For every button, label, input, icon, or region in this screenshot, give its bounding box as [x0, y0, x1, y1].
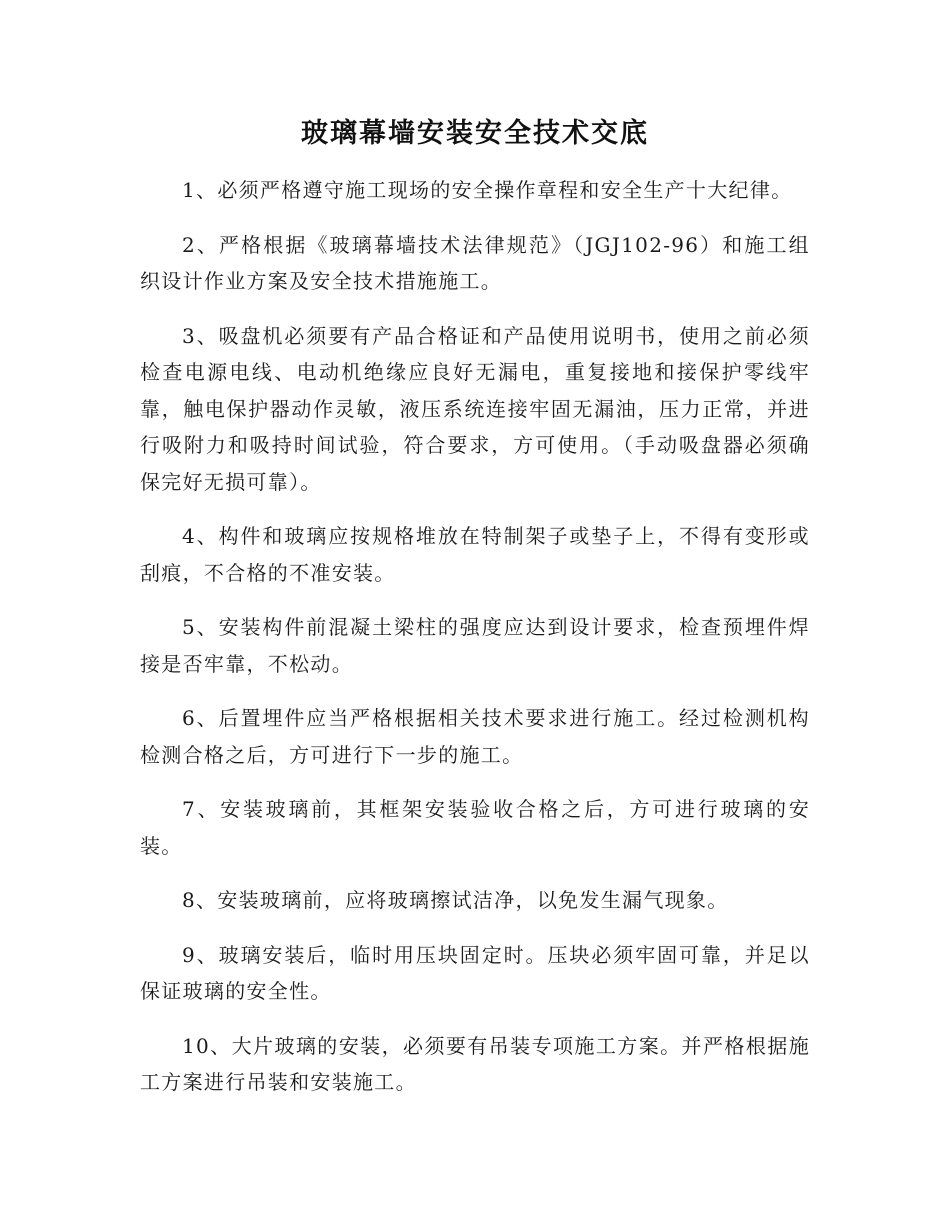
clause-1: 1、必须严格遵守施工现场的安全操作章程和安全生产十大纪律。 — [182, 178, 793, 202]
clause-5: 5、安装构件前混凝土梁柱的强度应达到设计要求，检查预埋件焊接是否牢靠，不松动。 — [140, 615, 810, 676]
clause-7: 7、安装玻璃前，其框架安装验收合格之后，方可进行玻璃的安装。 — [140, 797, 810, 858]
document-title: 玻璃幕墙安装安全技术交底 — [301, 118, 649, 149]
clause-10: 10、大片玻璃的安装，必须要有吊装专项施工方案。并严格根据施工方案进行吊装和安装施工。 — [140, 1033, 810, 1094]
clause-4: 4、构件和玻璃应按规格堆放在特制架子或垫子上，不得有变形或刮痕，不合格的不准安装。 — [140, 524, 810, 585]
clause-9: 9、玻璃安装后，临时用压块固定时。压块必须牢固可靠，并足以保证玻璃的安全性。 — [140, 942, 810, 1003]
clause-8: 8、安装玻璃前，应将玻璃擦试洁净，以免发生漏气现象。 — [182, 888, 729, 912]
clause-6: 6、后置埋件应当严格根据相关技术要求进行施工。经过检测机构检测合格之后，方可进行下一步的施工。 — [140, 706, 810, 767]
clause-2: 2、严格根据《玻璃幕墙技术法律规范》（JGJ102-96）和施工组织设计作业方案及安全技术措施施工。 — [140, 232, 810, 293]
clause-3: 3、吸盘机必须要有产品合格证和产品使用说明书，使用之前必须检查电源电线、电动机绝缘应良好无漏电，重复接地和接保护零线牢靠，触电保护器动作灵敏，液压系统连接牢固无漏油，压力正常，并进行吸附力和吸持时间试验，符合要求，方可使用。（手动吸盘器必须确保完好无损可靠）。 — [140, 323, 810, 494]
